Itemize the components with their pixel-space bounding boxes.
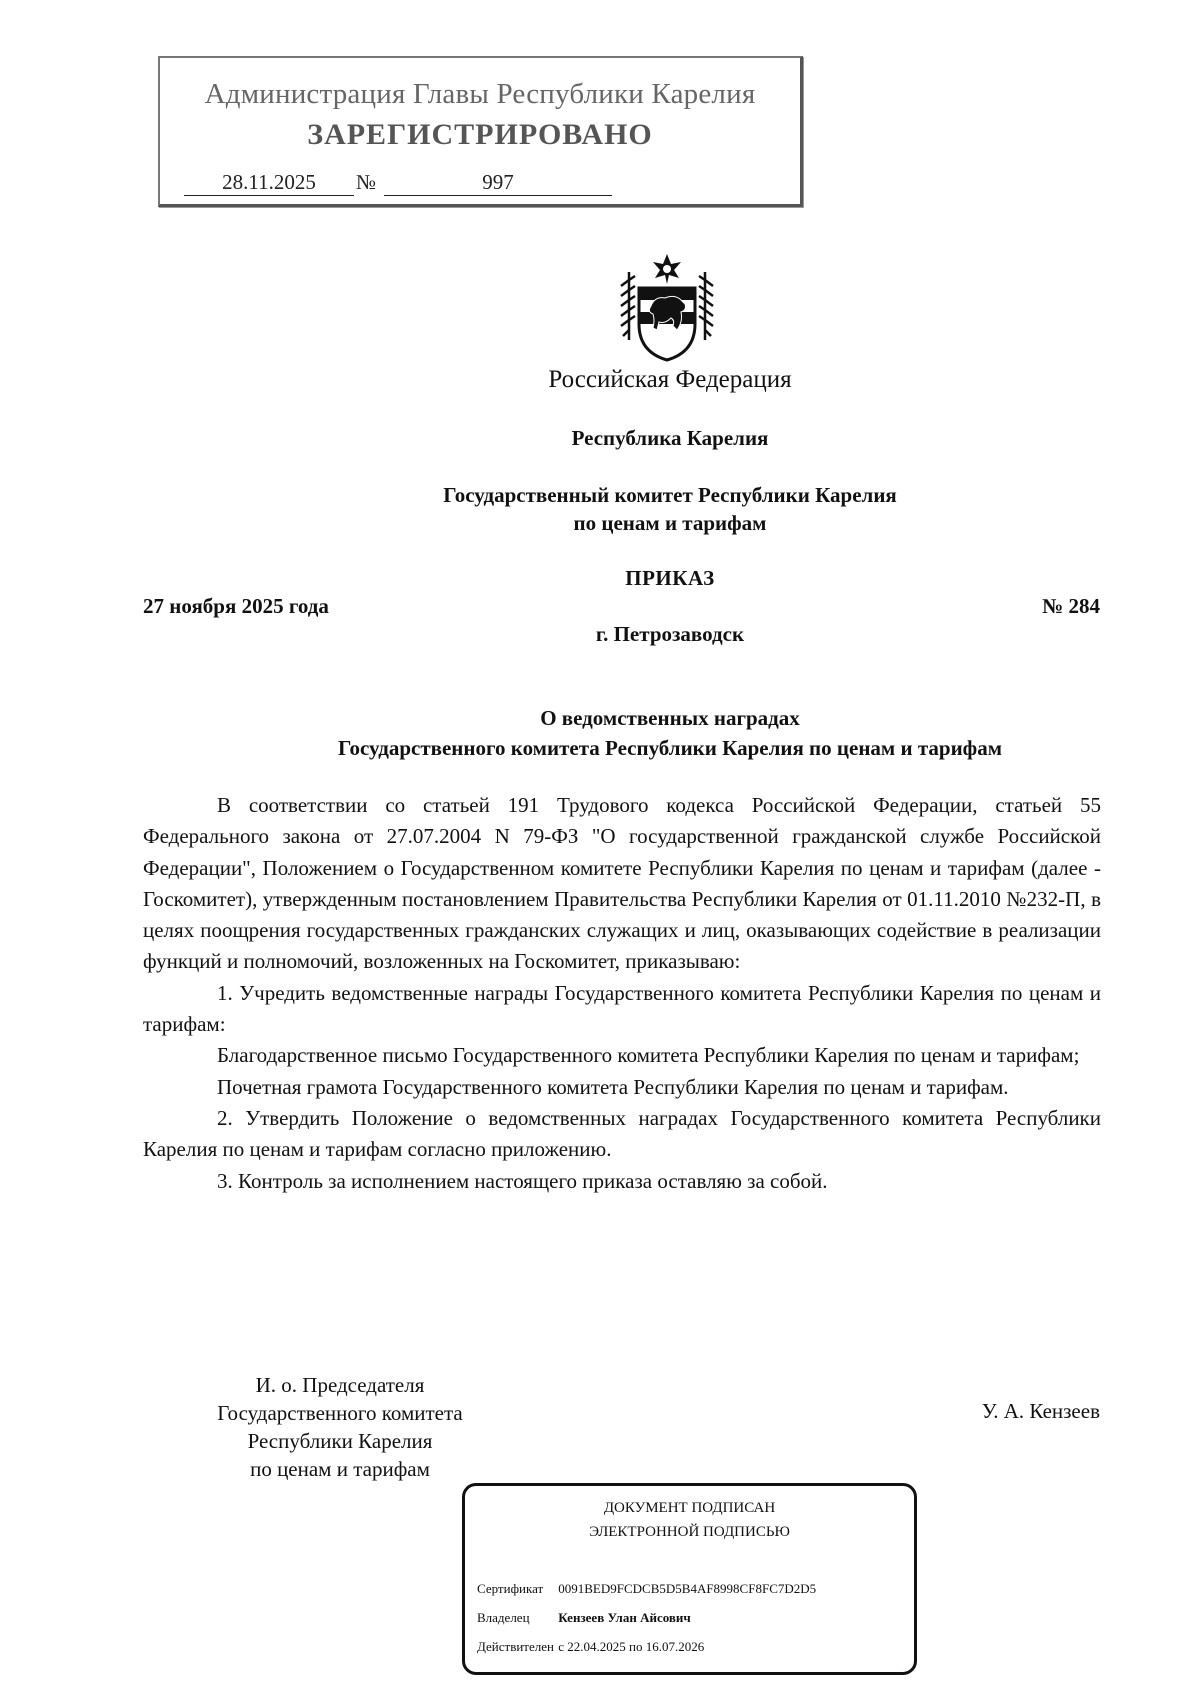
body-paragraph: Благодарственное письмо Государственного комитета Республики Карелия по ценам и тарифам; [217,1043,1080,1068]
body-paragraph: 2. Утвердить Положение о ведомственных наградах Государственного комитета Республики Карелия по ценам и тарифам согласно приложению. [143,1105,1101,1162]
subject-line2: Государственного комитета Республики Карелия по ценам и тарифам [337,736,1003,760]
esig-owner-label: Владелец [477,1610,530,1625]
esig-certificate-row [477,1581,816,1597]
signatory-name: У. А. Кензеев [981,1399,1100,1423]
electronic-signature-stamp [462,1483,917,1675]
body-paragraph: 1. Учредить ведомственные награды Государственного комитета Республики Карелия по ценам и тарифам: [143,980,1101,1037]
document-city: г. Петрозаводск [595,622,745,646]
esig-certificate-label: Сертификат [477,1581,544,1596]
esig-validity-value: с 22.04.2025 по 16.07.2026 [558,1639,705,1654]
registration-stamp [158,56,803,207]
esig-owner-value: Кензеев Улан Айсович [558,1610,691,1625]
order-body [143,790,1101,1197]
body-paragraph: В соответствии со статьей 191 Трудового кодекса Российской Федерации, статьей 55 Федерального закона от 27.07.2004 N 79-ФЗ "О государственной гражданской службе Российской Федерации", Положением о Государственном комитете Республики Карелия по ценам и тарифам (далее - Госкомитет), утвержденным постановлением Правительства Республики Карелия от 01.11.2010 №232-П, в целях поощрения государственных гражданских служащих и лиц, оказывающих содействие в реализации функций и полномочий, возложенных на Госкомитет, приказываю: [143,793,1101,974]
body-paragraph: 3. Контроль за исполнением настоящего приказа оставляю за собой. [217,1168,828,1193]
esig-header-line1: ДОКУМЕНТ ПОДПИСАН [603,1500,776,1516]
subject-line1: О ведомственных наградах [540,706,800,730]
document-type: ПРИКАЗ [625,566,715,590]
signatory-title-line: Республики Карелия [247,1429,433,1453]
esig-header-line2: ЭЛЕКТРОННОЙ ПОДПИСЬЮ [589,1524,790,1540]
federation-title: Российская Федерация [548,366,792,393]
committee-title-line2: по ценам и тарифам [573,511,767,535]
registration-number-sign: № [356,170,377,194]
karelia-coat-of-arms-icon [617,252,717,364]
republic-title: Республика Карелия [571,426,769,450]
body-paragraph: Почетная грамота Государственного комитета Республики Карелия по ценам и тарифам. [217,1074,1009,1099]
esig-validity-row [477,1639,704,1655]
document-number: № 284 [1042,594,1100,618]
signatory-title-line: И. о. Председателя [255,1373,425,1397]
document-date: 27 ноября 2025 года [143,594,329,618]
registration-date: 28.11.2025 [184,170,354,196]
signatory-title-line: по ценам и тарифам [250,1457,430,1481]
signatory-title-line: Государственного комитета [217,1401,463,1425]
registration-stamp-organization: Администрация Главы Республики Карелия [204,78,756,110]
signatory-title [170,1371,510,1483]
esig-validity-label: Действителен [477,1639,554,1654]
registration-number: 997 [384,170,612,196]
committee-title-line1: Государственный комитет Республики Карелия [443,483,897,507]
esig-certificate-value: 0091BED9FCDCB5D5B4AF8998CF8FC7D2D5 [558,1581,817,1596]
registration-stamp-status: ЗАРЕГИСТРИРОВАНО [307,118,653,151]
esig-owner-row [477,1610,691,1626]
